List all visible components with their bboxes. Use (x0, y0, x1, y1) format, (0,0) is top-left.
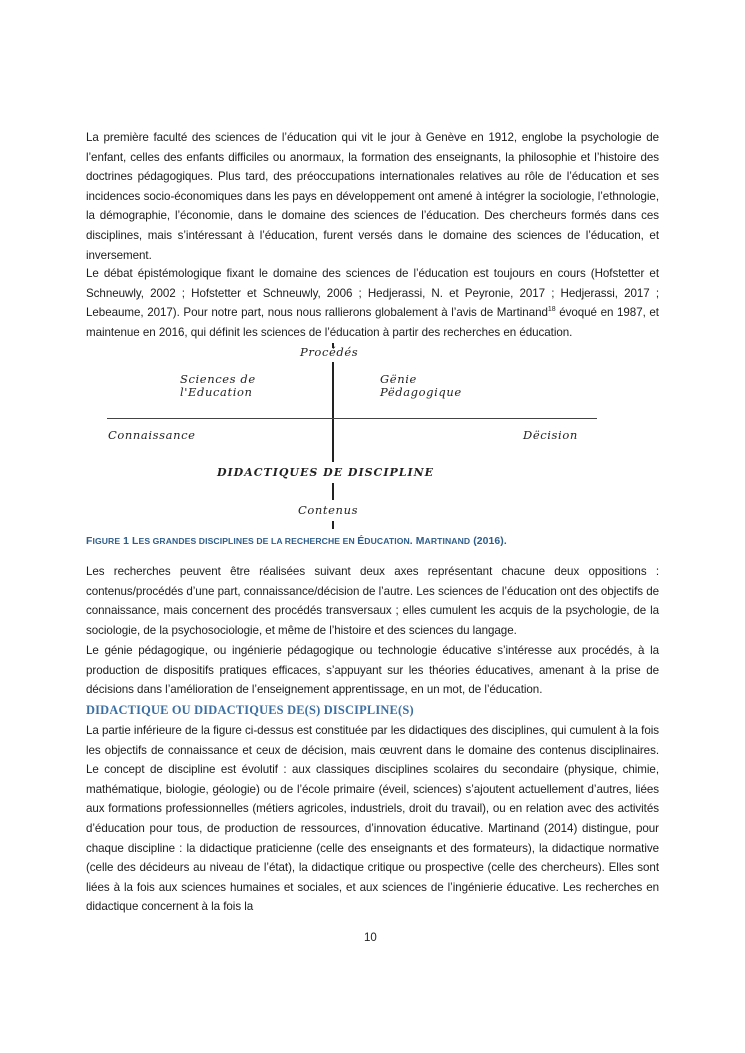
quadrant-label-sciences-education-2: l'Education (180, 385, 253, 399)
caption-text: IGURE (92, 536, 121, 546)
caption-figure-number: 1 (120, 536, 133, 547)
quadrant-label-didactiques-discipline: DIDACTIQUES DE DISCIPLINE (217, 466, 435, 479)
vertical-axis-lower (332, 483, 334, 500)
vertical-axis-bottom-tick (332, 521, 334, 529)
caption-text: L (132, 536, 139, 547)
footnote-ref[interactable]: 18 (547, 306, 556, 314)
paragraph-epistemological-debate (86, 264, 659, 342)
caption-text: F (86, 536, 93, 547)
caption-text: ARTINAND (424, 536, 471, 546)
section-heading-didactique: DIDACTIQUE OU DIDACTIQUES DE(S) DISCIPLINE(S) (86, 703, 414, 717)
paragraph-research-axes: Les recherches peuvent être réalisées suivant deux axes représentant chacune deux oppositions : contenus/procédés d’une part, connaissance/décision de l’autre. Les sciences de l’éducation ont des objectifs de connaissance, mais concernent des procédés transversaux ; elles cumulent les acquis de la psychologie, de la sociologie, de la psychosociologie, et même de l’histoire et des sciences du langage. (86, 565, 659, 637)
paragraph-text: évoqué en 1987, et maintenue en 2016, qui définit les sciences de l’éducation à partir des recherches en éducation. (86, 306, 659, 339)
axis-label-procedes: Procédés (300, 345, 359, 359)
vertical-axis (332, 362, 334, 462)
caption-text: É (357, 536, 365, 547)
figure-1-diagram (95, 340, 615, 530)
caption-text: DUCATION (364, 536, 410, 546)
paragraph-geneve-faculty: La première faculté des sciences de l’éducation qui vit le jour à Genève en 1912, englobe la psychologie de l’enfant, celles des enfants difficiles ou anormaux, la formation des enseignants, la philosophie et l’histoire des doctrines pédagogiques. Plus tard, des préoccupations internationales relatives au rôle de l’éducation et ses incidences socio-économiques dans les pays en développement ont amené à intégrer la sociologie, l’ethnologie, la démographie, l’économie, dans le domaine des sciences de l’éducation. Des chercheurs formés dans ces disciplines, mais s’intéressant à l’éducation, furent versés dans le domaine des sciences de l’éducation, et inversement. (86, 131, 659, 262)
figure-caption (86, 536, 507, 547)
axis-label-contenus: Contenus (298, 503, 359, 517)
caption-text: ES GRANDES DISCIPLINES DE LA RECHERCHE EN (138, 536, 358, 546)
page-number: 10 (364, 932, 377, 944)
axis-label-connaissance: Connaissance (108, 428, 196, 442)
paragraph-didactique-disciplines: La partie inférieure de la figure ci-dessus est constituée par les didactiques des disciplines, qui cumulent à la fois les objectifs de connaissance et ceux de décision, mais œuvrent dans le domaine des contenus disciplinaires. Le concept de discipline est évolutif : aux classiques disciplines scolaires du secondaire (physique, chimie, mathématique, biologie, géologie) ou de l’école primaire (éveil, sciences) s’ajoutent actuellement d’autres, liées aux formations professionnelles (métiers agricoles, industriels, droit du travail), ou en relation avec des activités d’éducation pour tous, de production de ressources, d’innovation éducative. Martinand (2014) distingue, pour chaque discipline : la didactique praticienne (celle des enseignants et des formateurs), la didactique normative (celle des décideurs au niveau de l’état), la didactique critique ou prospective (celle des chercheurs). Elles sont liées à la fois aux sciences humaines et sociales, et aux sciences de l’ingénierie éducative. Les recherches en didactique concernent à la fois la (86, 724, 659, 914)
paragraph-text: Le débat épistémologique fixant le domaine des sciences de l’éducation est toujours en cours (Hofstetter et Schneuwly, 2002 ; Hofstetter et Schneuwly, 2006 ; Hedjerassi, N. et Peyronie, 2017 ; Hedjerassi, 2017 ; Lebeaume, 2017). Pour notre part, nous nous rallierons globalement à l’avis de Martinand (86, 267, 659, 320)
horizontal-axis (107, 418, 597, 419)
quadrant-label-sciences-education-1: Sciences de (180, 372, 256, 386)
axis-label-decision: Dëcision (523, 428, 578, 442)
caption-text: M (415, 536, 425, 547)
paragraph-genie-pedagogique: Le génie pédagogique, ou ingénierie pédagogique ou technologie éducative s’intéresse aux procédés, à la production de dispositifs pratiques efficaces, s’appuyant sur les théories éducatives, amenant à la prise de décisions dans l’amélioration de l’enseignement apprentissage, en un mot, de l’éducation. (86, 644, 659, 697)
quadrant-label-genie-pedagogique-1: Gënie (380, 372, 417, 386)
caption-text: . (409, 536, 416, 547)
quadrant-label-genie-pedagogique-2: Pëdagogique (380, 385, 462, 399)
caption-year: (2016). (470, 536, 507, 547)
